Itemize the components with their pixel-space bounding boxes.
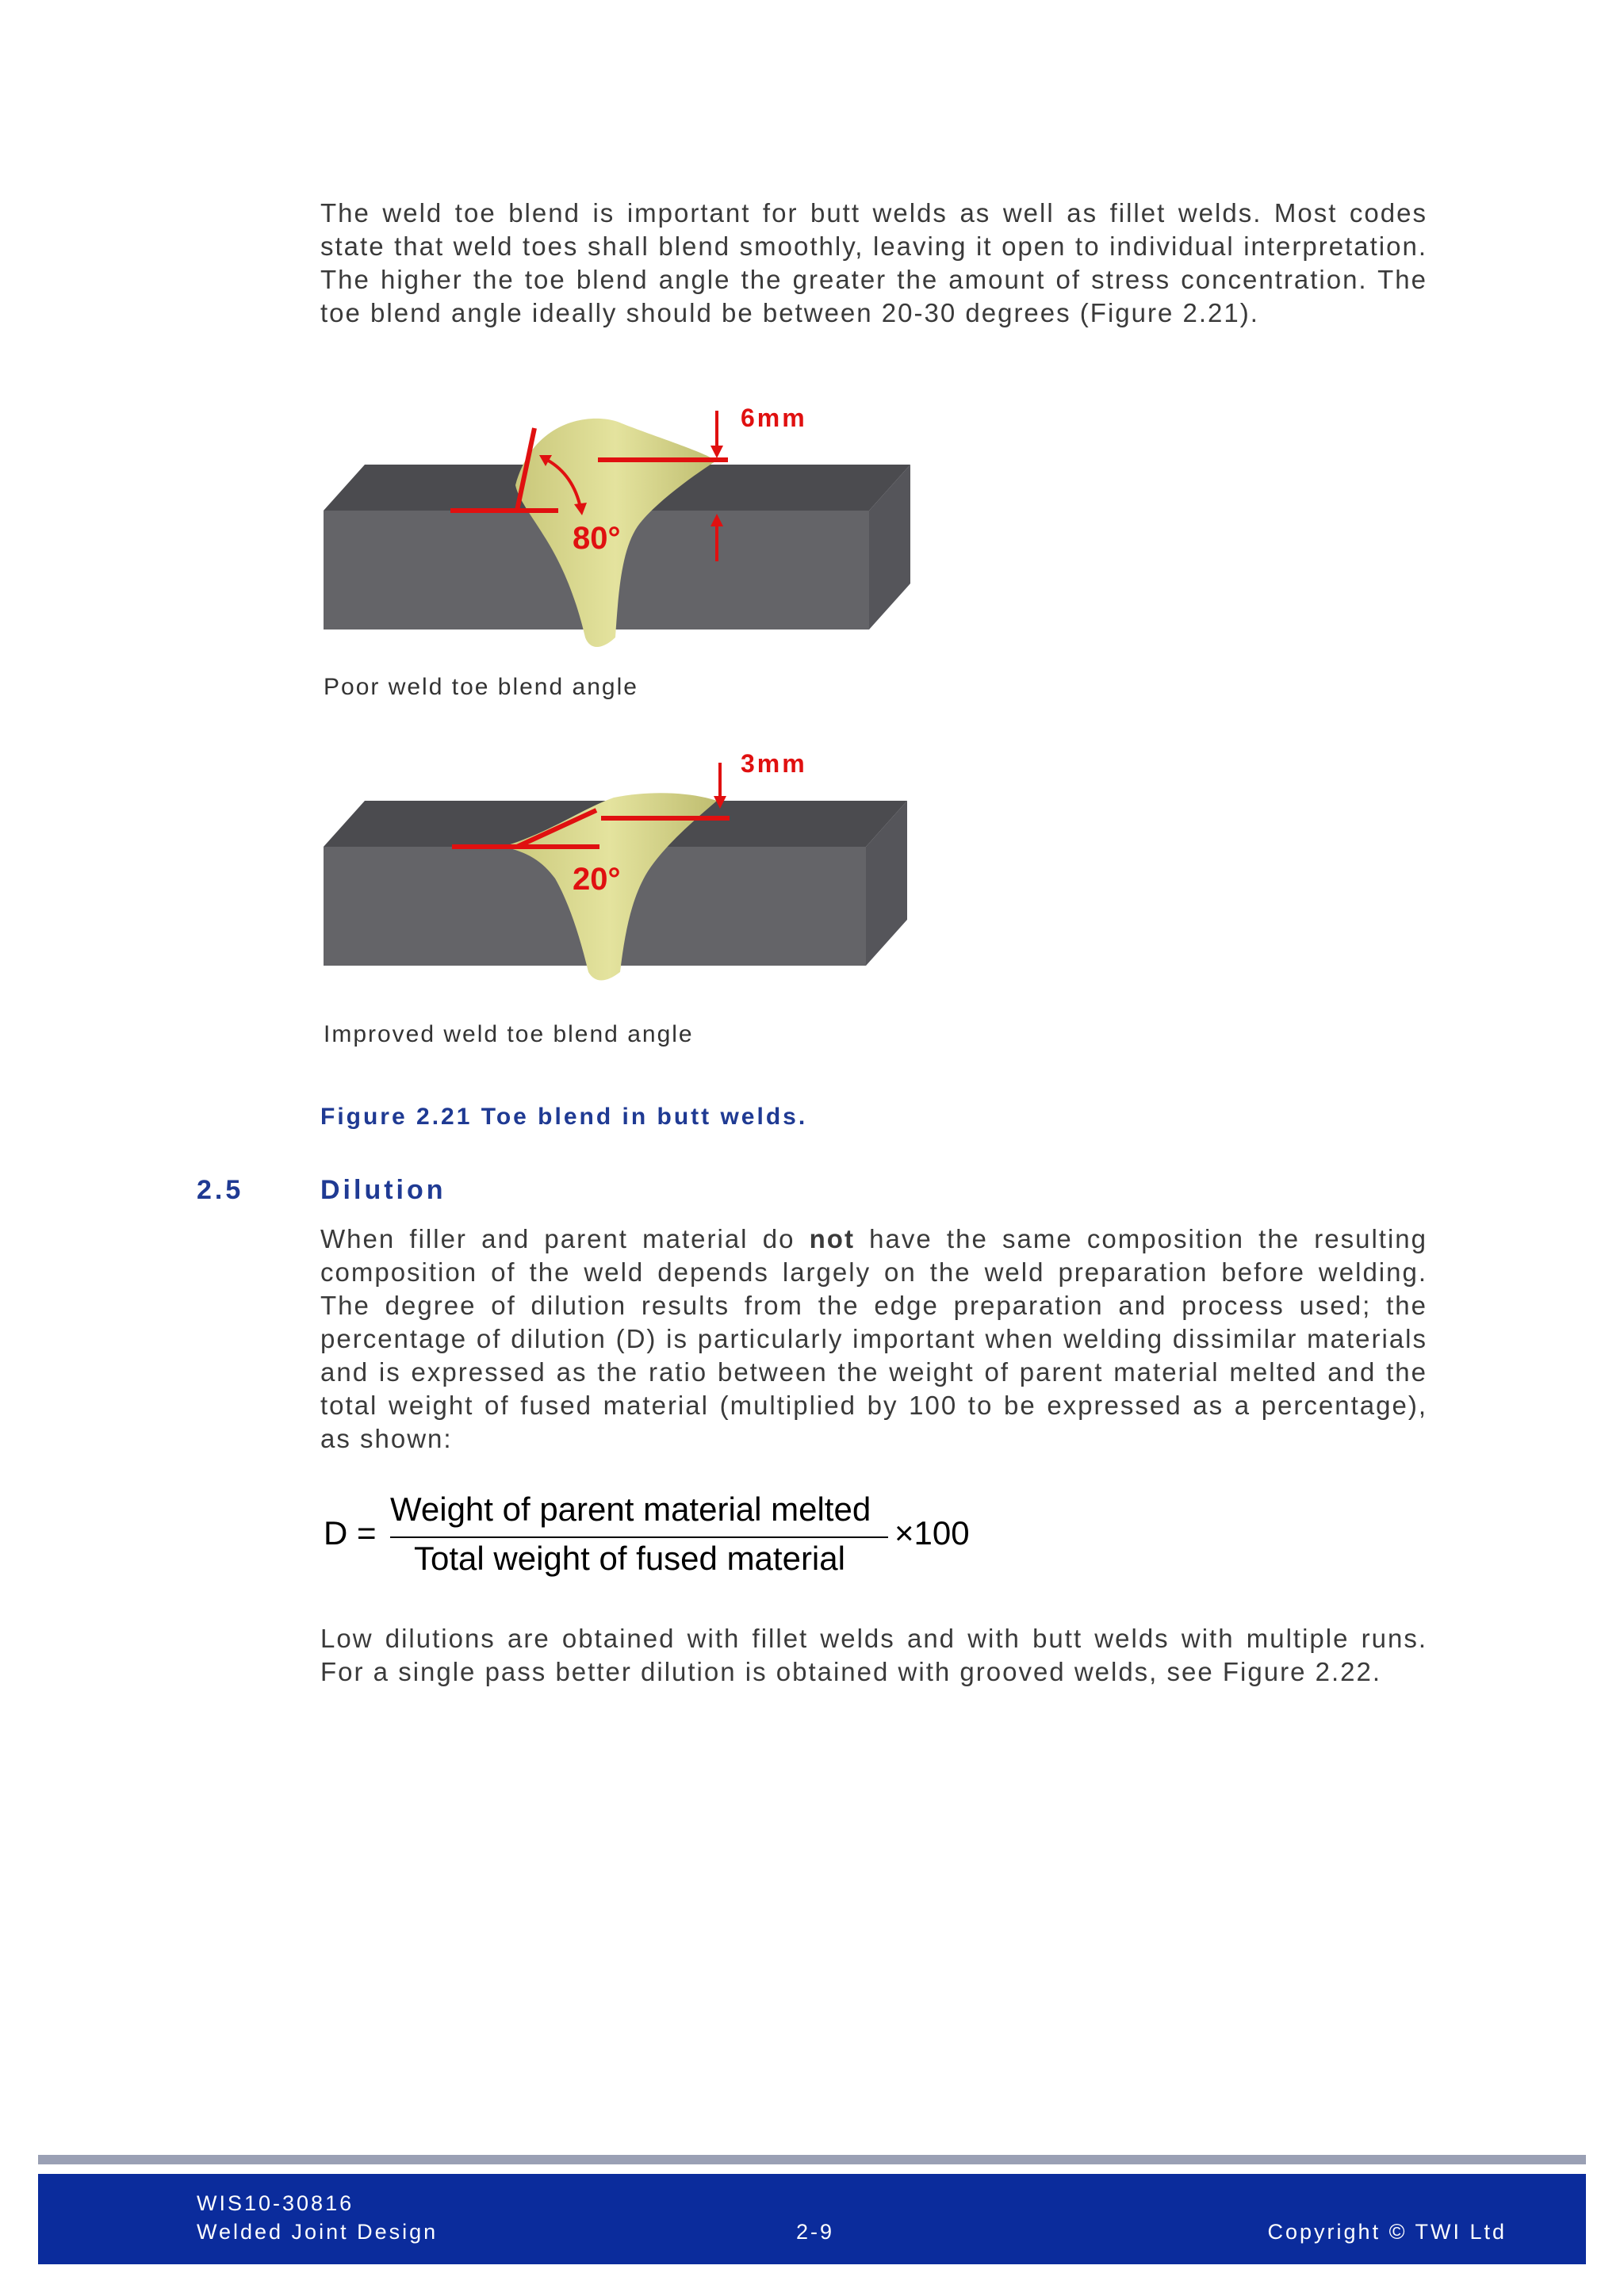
- dilution-text-bold: not: [809, 1224, 855, 1253]
- dilution-formula: [320, 1490, 986, 1594]
- low-dilution-paragraph: Low dilutions are obtained with fillet welds and with butt welds with multiple runs. For a single pass better dilution is obtained with grooved welds, see Figure 2.22.: [320, 1624, 1427, 1686]
- poor-weld-figure: [320, 400, 923, 653]
- dilution-text-start: When filler and parent material do: [320, 1224, 810, 1253]
- figure-title: Figure 2.21 Toe blend in butt welds.: [320, 1104, 808, 1130]
- poor-dimension-label: 6mm: [741, 404, 807, 432]
- formula-lhs: D =: [324, 1514, 377, 1552]
- poor-weld-caption: Poor weld toe blend angle: [324, 674, 638, 700]
- improved-weld-figure: [320, 745, 923, 983]
- footer-doc-title: Welded Joint Design: [197, 2220, 439, 2244]
- improved-dimension-label: 3mm: [741, 749, 807, 778]
- dilution-text-end: have the same composition the resulting composition of the weld depends largely on the weld preparation before welding. The degree of dilution results from the edge preparation and process used; the percentage of dilution (D) is particularly important when welding dissimilar materials and is expressed as the ratio between the weight of parent material melted and the total weight of fused material (multiplied by 100 to be expressed as a percentage), as shown:: [320, 1224, 1427, 1453]
- improved-angle-label: 20°: [573, 862, 621, 897]
- footer-doc-id: WIS10-30816: [197, 2191, 354, 2215]
- formula-denominator: Total weight of fused material: [414, 1540, 845, 1577]
- formula-multiplier: ×100: [894, 1514, 970, 1552]
- poor-weld-diagram: [320, 400, 923, 653]
- footer-divider: [38, 2155, 1586, 2164]
- improved-weld-diagram: [320, 745, 923, 983]
- page-footer: [38, 2174, 1586, 2264]
- dilution-paragraph: [320, 1223, 1427, 1456]
- section-title: Dilution: [320, 1175, 446, 1205]
- formula-numerator: Weight of parent material melted: [390, 1490, 871, 1528]
- footer-copyright: Copyright © TWI Ltd: [1267, 2220, 1507, 2244]
- improved-weld-caption: Improved weld toe blend angle: [324, 1021, 694, 1047]
- dimension-arrow-down-head: [710, 446, 723, 458]
- section-number: 2.5: [197, 1175, 244, 1205]
- formula-fraction-bar: [390, 1536, 888, 1538]
- intro-paragraph: The weld toe blend is important for butt welds as well as fillet welds. Most codes state that weld toes shall blend smoothly, leaving it open to individual interpretation. The higher the toe blend angle the greater the amount of stress concentration. The toe blend angle ideally should be between 20-30 degrees (Figure 2.21).: [320, 198, 1427, 327]
- footer-page-number: 2-9: [796, 2220, 835, 2244]
- poor-angle-label: 80°: [573, 521, 621, 556]
